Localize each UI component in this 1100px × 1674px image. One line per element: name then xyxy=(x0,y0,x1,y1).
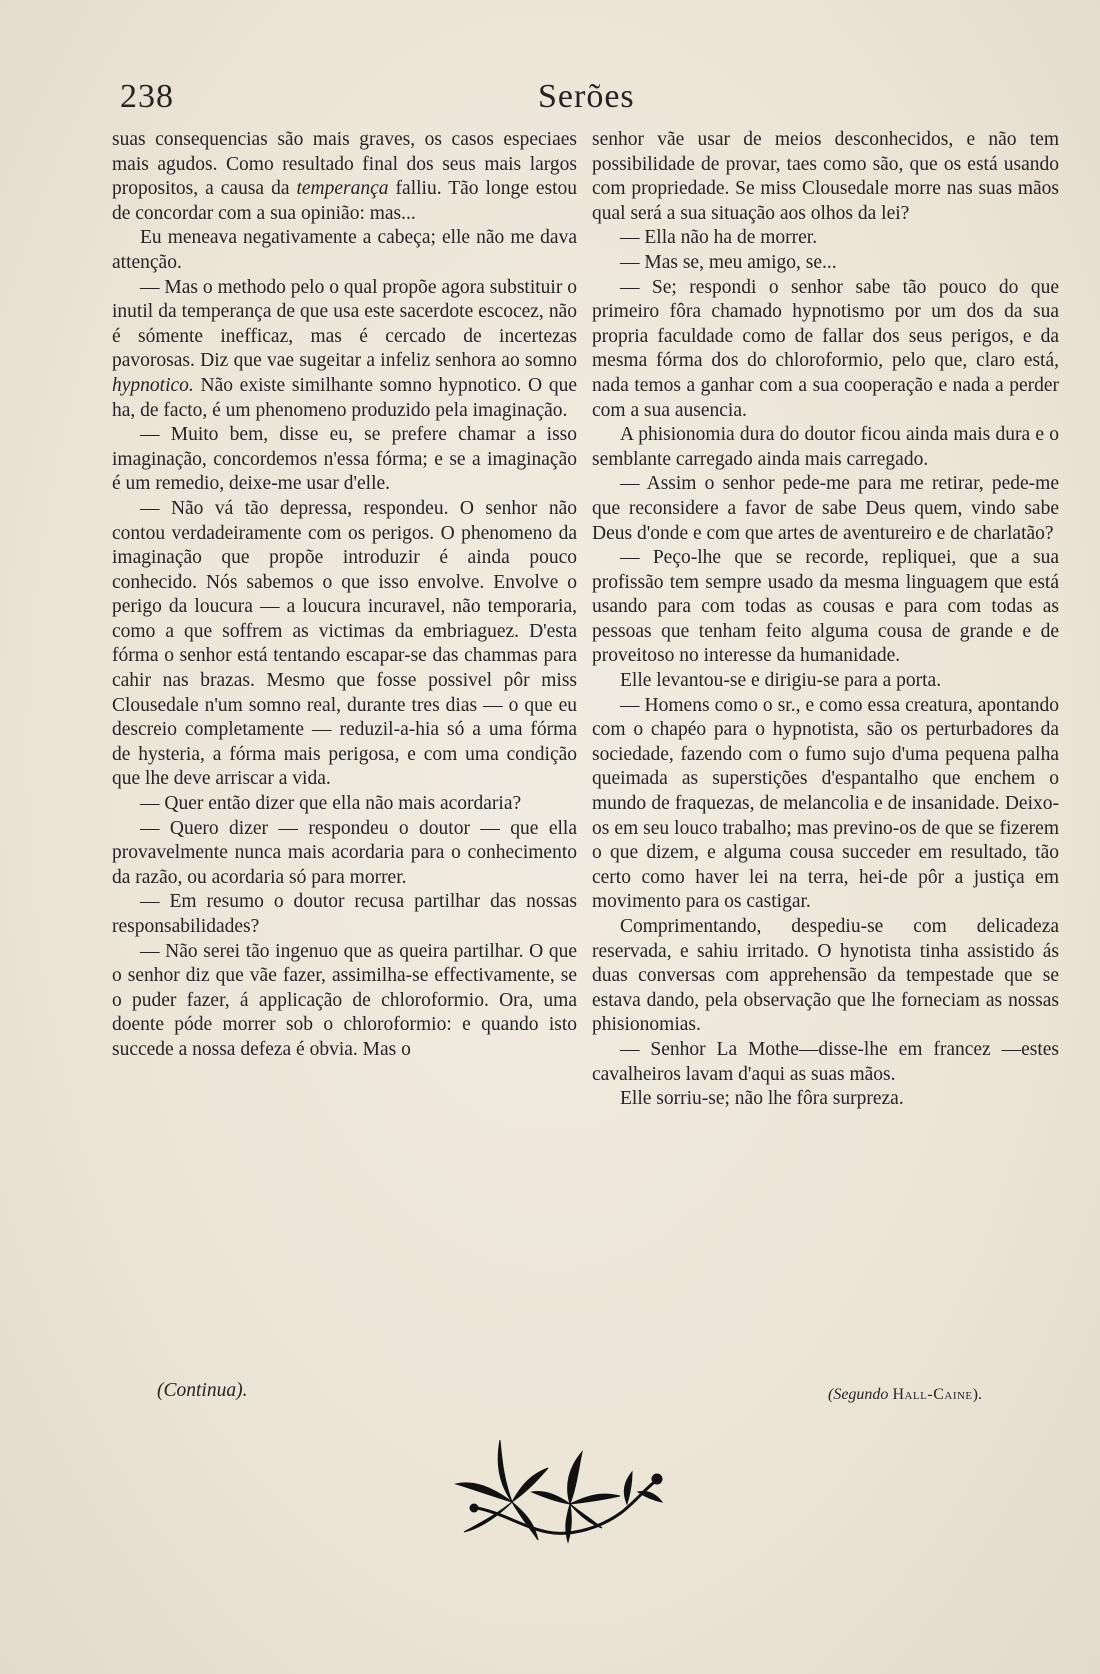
page-number: 238 xyxy=(120,78,174,115)
paragraph: — Assim o senhor pede-me para me retirar, pede-me que reconsidere a favor de sabe Deus quem, vindo sabe Deus d'onde e com que artes de aventureiro e de charlatão? xyxy=(592,473,1059,544)
paragraph: — Mas se, meu amigo, se... xyxy=(620,251,837,273)
attribution-prefix: (Segundo xyxy=(828,1386,889,1403)
paragraph-text: — Mas o methodo pelo o qual propõe agora substituir o inutil da temperança de que usa este sacerdote escocez, não é sómente inefficaz, mas é cercado de incertezas pavorosas. Diz que vae sugeitar a infeliz senhora ao somno xyxy=(112,276,577,372)
paragraph: — Se; respondi o senhor sabe tão pouco do que primeiro fôra chamado hypnotismo por um dos da sua propria faculdade como de fallar dos seus perigos, e da mesma fórma dos do chloroformio, pelo que, claro está, nada temos a ganhar com a sua cooperação e nada a perder com a sua ausencia. xyxy=(592,276,1059,421)
paragraph: — Não serei tão ingenuo que as queira partilhar. O que o senhor diz que vãe fazer, assimilha-se effectivamente, se o puder fazer, á applicação de chloroformio. Ora, uma doente póde morrer sob o chloroformio: e quando isto succede a nossa defeza é obvia. Mas o xyxy=(112,940,577,1060)
paragraph: — Não vá tão depressa, respondeu. O senhor não contou verdadeiramente com os perigos. O phenomeno da imaginação que propõe introduzir é ainda pouco conhecido. Nós sabemos o que isso envolve. Envolve o perigo da loucura — a loucura incuravel, não temporaria, como a que soffrem as victimas da embriaguez. D'esta fórma o senhor está tentando escapar-se das chammas para cahir nas brazas. Mesmo que fosse possivel pôr miss Clousedale n'um somno real, durante tres dias — o que eu descreio completamente — reduzil-a-hia só a uma fórma de hysteria, a fórma mais perigosa, e com uma condição que lhe deve arriscar a vida. xyxy=(112,497,577,790)
paragraph-text: Não existe similhante somno hypnotico. O que ha, de facto, é um phenomeno produzido pela imaginação. xyxy=(112,374,577,421)
paragraph-text: falliu. Tão longe estou de concordar com a sua opinião: mas... xyxy=(112,178,578,224)
attribution-author: Hall-Caine xyxy=(892,1386,973,1403)
italic-word: temperança xyxy=(296,178,389,200)
italic-word: hypnotico. xyxy=(112,374,194,396)
paragraph-text: suas consequencias são mais graves, os casos especiaes mais agudos. Como resultado final dos seus mais largos propositos, a causa da xyxy=(112,129,577,200)
paragraph: Eu meneava negativamente a cabeça; elle não me dava attenção. xyxy=(112,227,577,273)
paragraph: — Senhor La Mothe—disse-lhe em francez —estes cavalheiros lavam d'aqui as suas mãos. xyxy=(592,1038,1059,1085)
attribution xyxy=(828,1386,982,1404)
paragraph: Comprimentando, despediu-se com delicadeza reservada, e sahiu irritado. O hynotista tinha assistido ás duas conversas com apprehensão da tempestade que se estava dando, pela observação que lhe forneciam as nossas phisionomias. xyxy=(592,916,1059,1036)
paragraph xyxy=(112,276,577,424)
floral-vignette-icon xyxy=(452,1432,667,1547)
paragraph: A phisionomia dura do doutor ficou ainda mais dura e o semblante carregado ainda mais carregado. xyxy=(592,424,1059,470)
paragraph: — Quero dizer — respondeu o doutor — que ella provavelmente nunca mais acordaria para o conhecimento da razão, ou acordaria só para morrer. xyxy=(112,817,577,888)
continua-note: (Continua). xyxy=(157,1380,248,1401)
paragraph: — Quer então dizer que ella não mais acordaria? xyxy=(140,793,522,815)
paragraph: — Peço-lhe que se recorde, repliquei, que a sua profissão tem sempre usado da mesma linguagem que está usando para com todas as cousas e para com todas as pessoas que tenham feito alguma cousa de grande e de proveitoso no interesse da humanidade. xyxy=(592,547,1059,667)
paragraph xyxy=(112,128,577,226)
paragraph: senhor vãe usar de meios desconhecidos, e não tem possibilidade de provar, taes como são, que os está usando com propriedade. Se miss Clousedale morre nas suas mãos qual será a sua situação aos olhos da lei? xyxy=(592,129,1059,224)
paragraph: — Em resumo o doutor recusa partilhar das nossas responsabilidades? xyxy=(112,891,577,937)
paragraph: Elle levantou-se e dirigiu-se para a porta. xyxy=(620,670,942,692)
running-title: Serões xyxy=(538,78,635,115)
paragraph: — Muito bem, disse eu, se prefere chamar a isso imaginação, concordemos n'essa fórma; e se a imaginação é um remedio, deixe-me usar d'elle. xyxy=(112,424,577,495)
paragraph: — Homens como o sr., e como essa creatura, apontando com o chapéo para o hypnotista, são os perturbadores da sociedade, fazendo com o fumo sujo d'uma pequena palha queimada as superstições d'espantalho que enchem o mundo de fraquezas, de melancolia e de insanidade. Deixo-os em seu louco trabalho; mas previno-os de que se fizerem o que dizem, e alguma cousa succeder em resultado, tão certo como haver lei na terra, hei-de pôr a justiça em movimento para os castigar. xyxy=(592,694,1059,913)
attribution-suffix: ). xyxy=(972,1386,982,1403)
paragraph: Elle sorriu-se; não lhe fôra surpreza. xyxy=(620,1088,904,1110)
left-column xyxy=(112,128,577,1063)
paragraph: — Ella não ha de morrer. xyxy=(620,227,818,249)
right-column xyxy=(592,128,1059,1112)
